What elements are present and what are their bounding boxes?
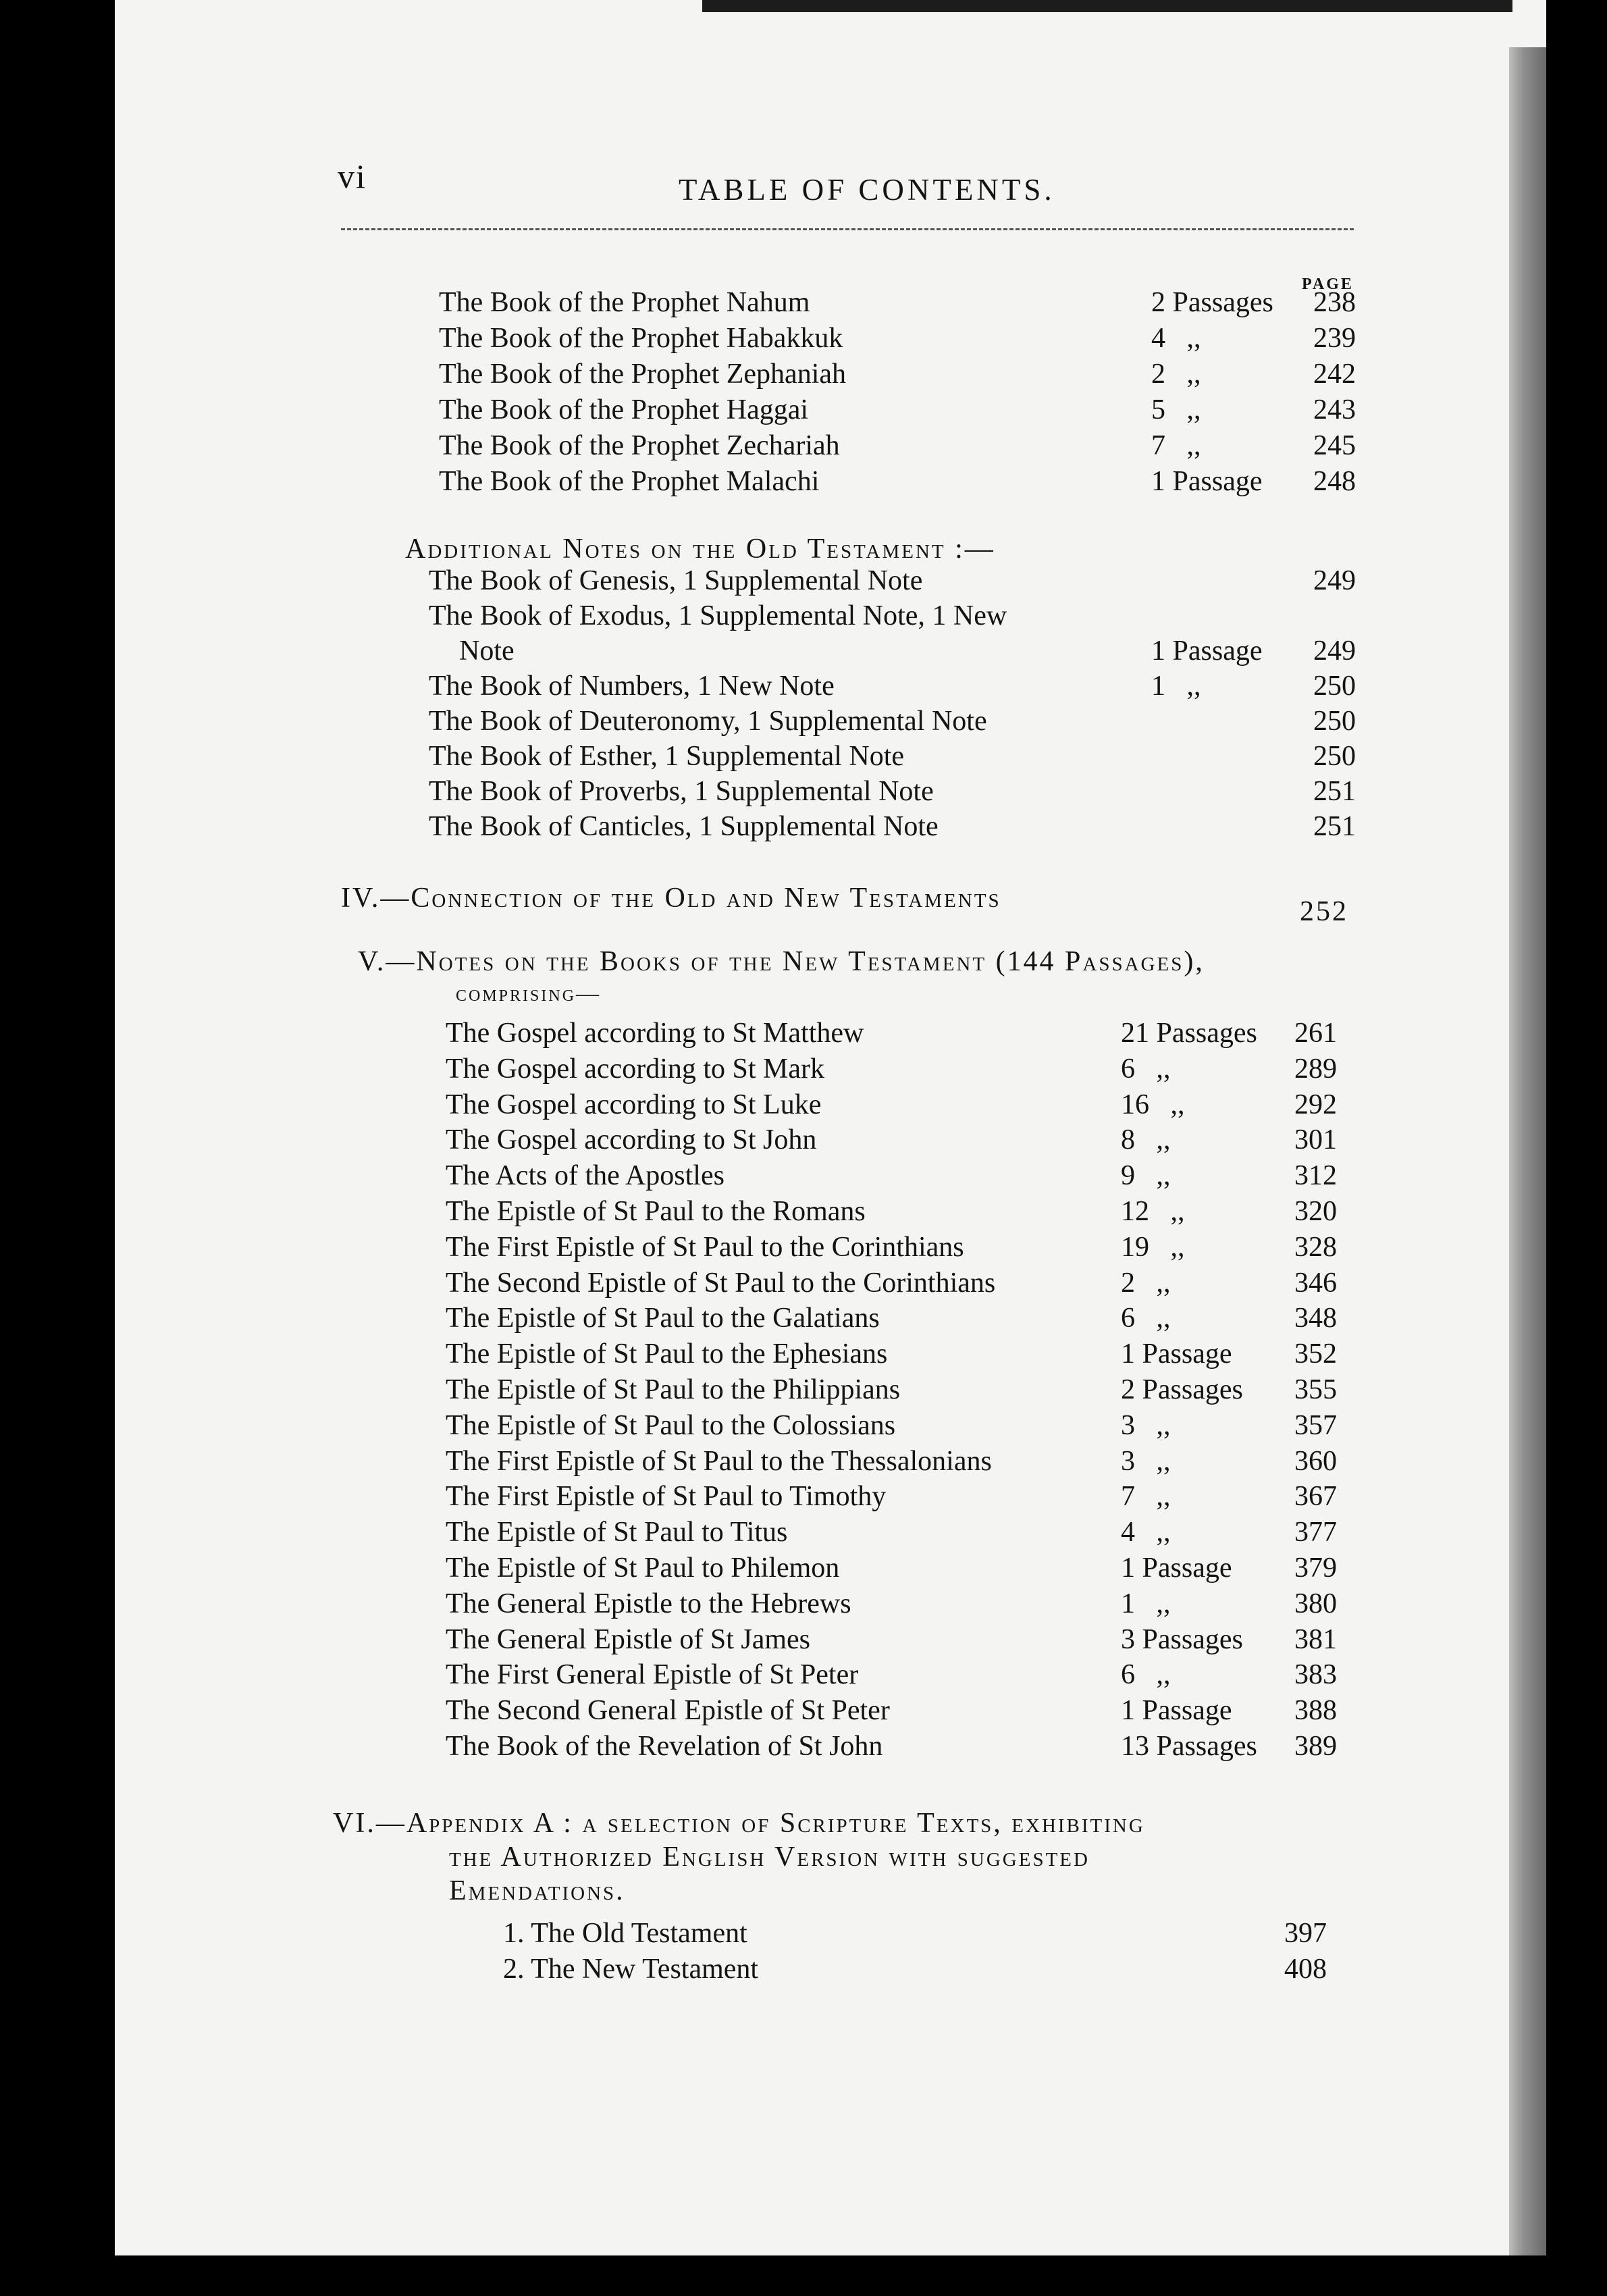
page-folio: vi	[338, 157, 367, 195]
toc-row	[446, 1335, 1357, 1373]
toc-entry-title: The First Epistle of St Paul to the Thessalonians	[446, 1445, 992, 1477]
toc-row	[446, 1264, 1357, 1302]
toc-row	[446, 1228, 1357, 1266]
toc-row	[446, 1692, 1357, 1729]
toc-entry-page-number: 289	[1294, 1053, 1337, 1085]
toc-entry-passage-count: 19 ,,	[1121, 1231, 1185, 1263]
toc-entry-title: The Acts of the Apostles	[446, 1160, 725, 1192]
toc-entry-page-number: 250	[1313, 706, 1356, 737]
toc-row	[439, 391, 1357, 429]
toc-entry-page-number: 250	[1313, 671, 1356, 702]
toc-row	[446, 1050, 1357, 1088]
toc-entry-passage-count: 16 ,,	[1121, 1089, 1185, 1120]
toc-entry-passage-count: 2 ,,	[1121, 1267, 1171, 1299]
toc-entry-passage-count: 3 ,,	[1121, 1445, 1171, 1477]
toc-entry-title: The Epistle of St Paul to the Romans	[446, 1196, 866, 1227]
toc-entry-title: The First Epistle of St Paul to the Corinthians	[446, 1231, 964, 1263]
toc-entry-title: The Second Epistle of St Paul to the Corinthians	[446, 1267, 996, 1299]
toc-entry-page-number: 346	[1294, 1267, 1337, 1299]
toc-entry-page-number: 239	[1313, 323, 1356, 354]
toc-entry-page-number: 261	[1294, 1018, 1337, 1049]
toc-entry-page-number: 250	[1313, 741, 1356, 772]
toc-row	[429, 597, 1357, 635]
toc-entry-passage-count: 4 ,,	[1121, 1517, 1171, 1548]
toc-entry-title: The Epistle of St Paul to Philemon	[446, 1553, 840, 1584]
toc-entry-page-number: 243	[1313, 394, 1356, 425]
toc-entry-page-number: 292	[1294, 1089, 1337, 1120]
toc-entry-page-number: 408	[1284, 1954, 1327, 1985]
toc-row	[439, 427, 1357, 465]
toc-entry-passage-count: 3 Passages	[1121, 1623, 1243, 1655]
section-iv-label: IV.—Connection of the Old and New Testaments	[341, 883, 1001, 914]
toc-row	[446, 1193, 1357, 1230]
toc-entry-title: The Gospel according to St Matthew	[446, 1018, 864, 1049]
toc-entry-passage-count: 1 Passage	[1151, 466, 1263, 497]
toc-entry-passage-count: 3 ,,	[1121, 1409, 1171, 1441]
toc-entry-page-number: 360	[1294, 1445, 1337, 1477]
toc-entry-page-number: 245	[1313, 430, 1356, 461]
toc-entry-title: The Book of the Revelation of St John	[446, 1731, 883, 1762]
section-iv-page: 252	[1300, 896, 1348, 927]
toc-entry-page-number: 248	[1313, 466, 1356, 497]
toc-entry-passage-count: 1 ,,	[1121, 1588, 1171, 1619]
toc-entry-title: The Book of the Prophet Malachi	[439, 466, 820, 497]
section-v-sublabel: comprising—	[456, 981, 602, 1006]
toc-row	[439, 463, 1357, 500]
toc-entry-page-number: 397	[1284, 1918, 1327, 1949]
toc-entry-title: The Book of the Prophet Haggai	[439, 394, 809, 425]
toc-row	[446, 1371, 1357, 1409]
toc-entry-passage-count: 5 ,,	[1151, 394, 1201, 425]
toc-row	[439, 284, 1357, 321]
toc-row	[446, 1299, 1357, 1337]
toc-entry-title: The General Epistle of St James	[446, 1623, 811, 1655]
toc-entry-title: The Book of the Prophet Zechariah	[439, 430, 840, 461]
toc-entry-passage-count: 1 ,,	[1151, 671, 1201, 702]
toc-entry-passage-count: 8 ,,	[1121, 1124, 1171, 1156]
toc-entry-page-number: 388	[1294, 1695, 1337, 1727]
toc-entry-title: The Book of the Prophet Habakkuk	[439, 323, 843, 354]
toc-entry-page-number: 312	[1294, 1160, 1337, 1192]
book-spine-shadow	[1509, 47, 1546, 2255]
toc-entry-page-number: 380	[1294, 1588, 1337, 1619]
toc-entry-passage-count: 1 Passage	[1151, 635, 1263, 667]
toc-row	[446, 1549, 1357, 1587]
toc-entry-title: The Second General Epistle of St Peter	[446, 1695, 890, 1727]
toc-row	[446, 1585, 1357, 1623]
toc-row	[429, 808, 1357, 845]
toc-row	[446, 1727, 1357, 1765]
toc-entry-page-number: 379	[1294, 1553, 1337, 1584]
toc-row	[446, 1157, 1357, 1195]
toc-entry-passage-count: 1 Passage	[1121, 1338, 1232, 1370]
toc-entry-title: The Gospel according to St Luke	[446, 1089, 822, 1120]
toc-entry-page-number: 328	[1294, 1231, 1337, 1263]
toc-entry-title: The Epistle of St Paul to the Ephesians	[446, 1338, 888, 1370]
toc-entry-page-number: 383	[1294, 1659, 1337, 1691]
toc-entry-page-number: 249	[1313, 635, 1356, 667]
toc-entry-title: The First General Epistle of St Peter	[446, 1659, 859, 1691]
toc-row	[503, 1950, 1357, 1988]
toc-entry-title: The Book of Proverbs, 1 Supplemental Note	[429, 776, 934, 807]
toc-entry-page-number: 381	[1294, 1623, 1337, 1655]
toc-entry-title: The Book of Numbers, 1 New Note	[429, 671, 835, 702]
toc-entry-title: The Epistle of St Paul to the Colossians	[446, 1409, 896, 1441]
toc-entry-passage-count: 12 ,,	[1121, 1196, 1185, 1227]
toc-entry-passage-count: 9 ,,	[1121, 1160, 1171, 1192]
toc-entry-page-number: 320	[1294, 1196, 1337, 1227]
toc-entry-page-number: 355	[1294, 1374, 1337, 1405]
section-vi-line3: Emendations.	[449, 1875, 625, 1906]
toc-row	[446, 1442, 1357, 1480]
toc-row	[446, 1656, 1357, 1694]
toc-row	[429, 737, 1357, 775]
toc-entry-passage-count: 21 Passages	[1121, 1018, 1257, 1049]
toc-entry-page-number: 377	[1294, 1517, 1337, 1548]
toc-entry-page-number: 249	[1313, 565, 1356, 596]
page-title: TABLE OF CONTENTS.	[679, 173, 1055, 207]
toc-entry-title: The Book of Canticles, 1 Supplemental Note	[429, 811, 939, 842]
toc-entry-title: 1. The Old Testament	[503, 1918, 747, 1949]
toc-row	[429, 632, 1357, 670]
toc-entry-passage-count: 6 ,,	[1121, 1053, 1171, 1085]
page-column-heading: PAGE	[1302, 276, 1354, 293]
toc-entry-passage-count: 7 ,,	[1151, 430, 1201, 461]
toc-entry-title: The Book of Esther, 1 Supplemental Note	[429, 741, 905, 772]
toc-entry-title: The Epistle of St Paul to the Galatians	[446, 1303, 880, 1334]
toc-entry-passage-count: 7 ,,	[1121, 1481, 1171, 1513]
toc-entry-page-number: 348	[1294, 1303, 1337, 1334]
toc-entry-title: The First Epistle of St Paul to Timothy	[446, 1481, 887, 1513]
toc-row	[446, 1407, 1357, 1444]
scan-edge	[702, 0, 1512, 12]
toc-entry-passage-count: 2 ,,	[1151, 359, 1201, 390]
toc-entry-passage-count: 6 ,,	[1121, 1303, 1171, 1334]
toc-row	[439, 319, 1357, 357]
toc-entry-passage-count: 2 Passages	[1151, 287, 1273, 318]
toc-entry-passage-count: 2 Passages	[1121, 1374, 1243, 1405]
toc-row	[429, 667, 1357, 705]
toc-entry-title: The Epistle of St Paul to the Philippians	[446, 1374, 901, 1405]
section-vi-line2: the Authorized English Version with suggested	[449, 1842, 1090, 1873]
toc-entry-title: The Book of Deuteronomy, 1 Supplemental Note	[429, 706, 987, 737]
section-v-label: V.—Notes on the Books of the New Testament (144 Passages),	[358, 946, 1205, 977]
section-vi-line1: VI.—Appendix A : a selection of Scripture Texts, exhibiting	[333, 1808, 1145, 1839]
toc-row	[503, 1914, 1357, 1952]
toc-entry-page-number: 242	[1313, 359, 1356, 390]
additional-notes-heading: Additional Notes on the Old Testament :—	[405, 533, 995, 565]
toc-entry-page-number: 352	[1294, 1338, 1337, 1370]
toc-entry-title: The Book of Genesis, 1 Supplemental Note	[429, 565, 923, 596]
toc-entry-passage-count: 1 Passage	[1121, 1695, 1232, 1727]
header-rule	[341, 228, 1354, 230]
toc-entry-title: Note	[459, 635, 515, 667]
toc-entry-passage-count: 6 ,,	[1121, 1659, 1171, 1691]
toc-entry-page-number: 367	[1294, 1481, 1337, 1513]
toc-row	[429, 773, 1357, 810]
toc-entry-title: The General Epistle to the Hebrews	[446, 1588, 851, 1619]
toc-entry-passage-count: 13 Passages	[1121, 1731, 1257, 1762]
toc-entry-title: The Epistle of St Paul to Titus	[446, 1517, 788, 1548]
toc-entry-page-number: 238	[1313, 287, 1356, 318]
toc-entry-passage-count: 4 ,,	[1151, 323, 1201, 354]
toc-entry-page-number: 301	[1294, 1124, 1337, 1156]
toc-row	[446, 1621, 1357, 1659]
toc-entry-title: The Book of Exodus, 1 Supplemental Note, 1 New	[429, 600, 1007, 631]
toc-row	[446, 1121, 1357, 1159]
toc-entry-page-number: 251	[1313, 811, 1356, 842]
toc-entry-page-number: 389	[1294, 1731, 1337, 1762]
toc-entry-page-number: 251	[1313, 776, 1356, 807]
toc-entry-title: The Book of the Prophet Nahum	[439, 287, 810, 318]
toc-entry-title: The Gospel according to St Mark	[446, 1053, 825, 1085]
toc-row	[446, 1014, 1357, 1052]
toc-row	[446, 1086, 1357, 1124]
toc-row	[446, 1478, 1357, 1515]
toc-row	[429, 702, 1357, 740]
toc-row	[429, 562, 1357, 600]
toc-row	[439, 355, 1357, 393]
toc-entry-title: 2. The New Testament	[503, 1954, 759, 1985]
toc-entry-title: The Book of the Prophet Zephaniah	[439, 359, 847, 390]
toc-entry-title: The Gospel according to St John	[446, 1124, 817, 1156]
toc-entry-page-number: 357	[1294, 1409, 1337, 1441]
toc-row	[446, 1513, 1357, 1551]
toc-entry-passage-count: 1 Passage	[1121, 1553, 1232, 1584]
